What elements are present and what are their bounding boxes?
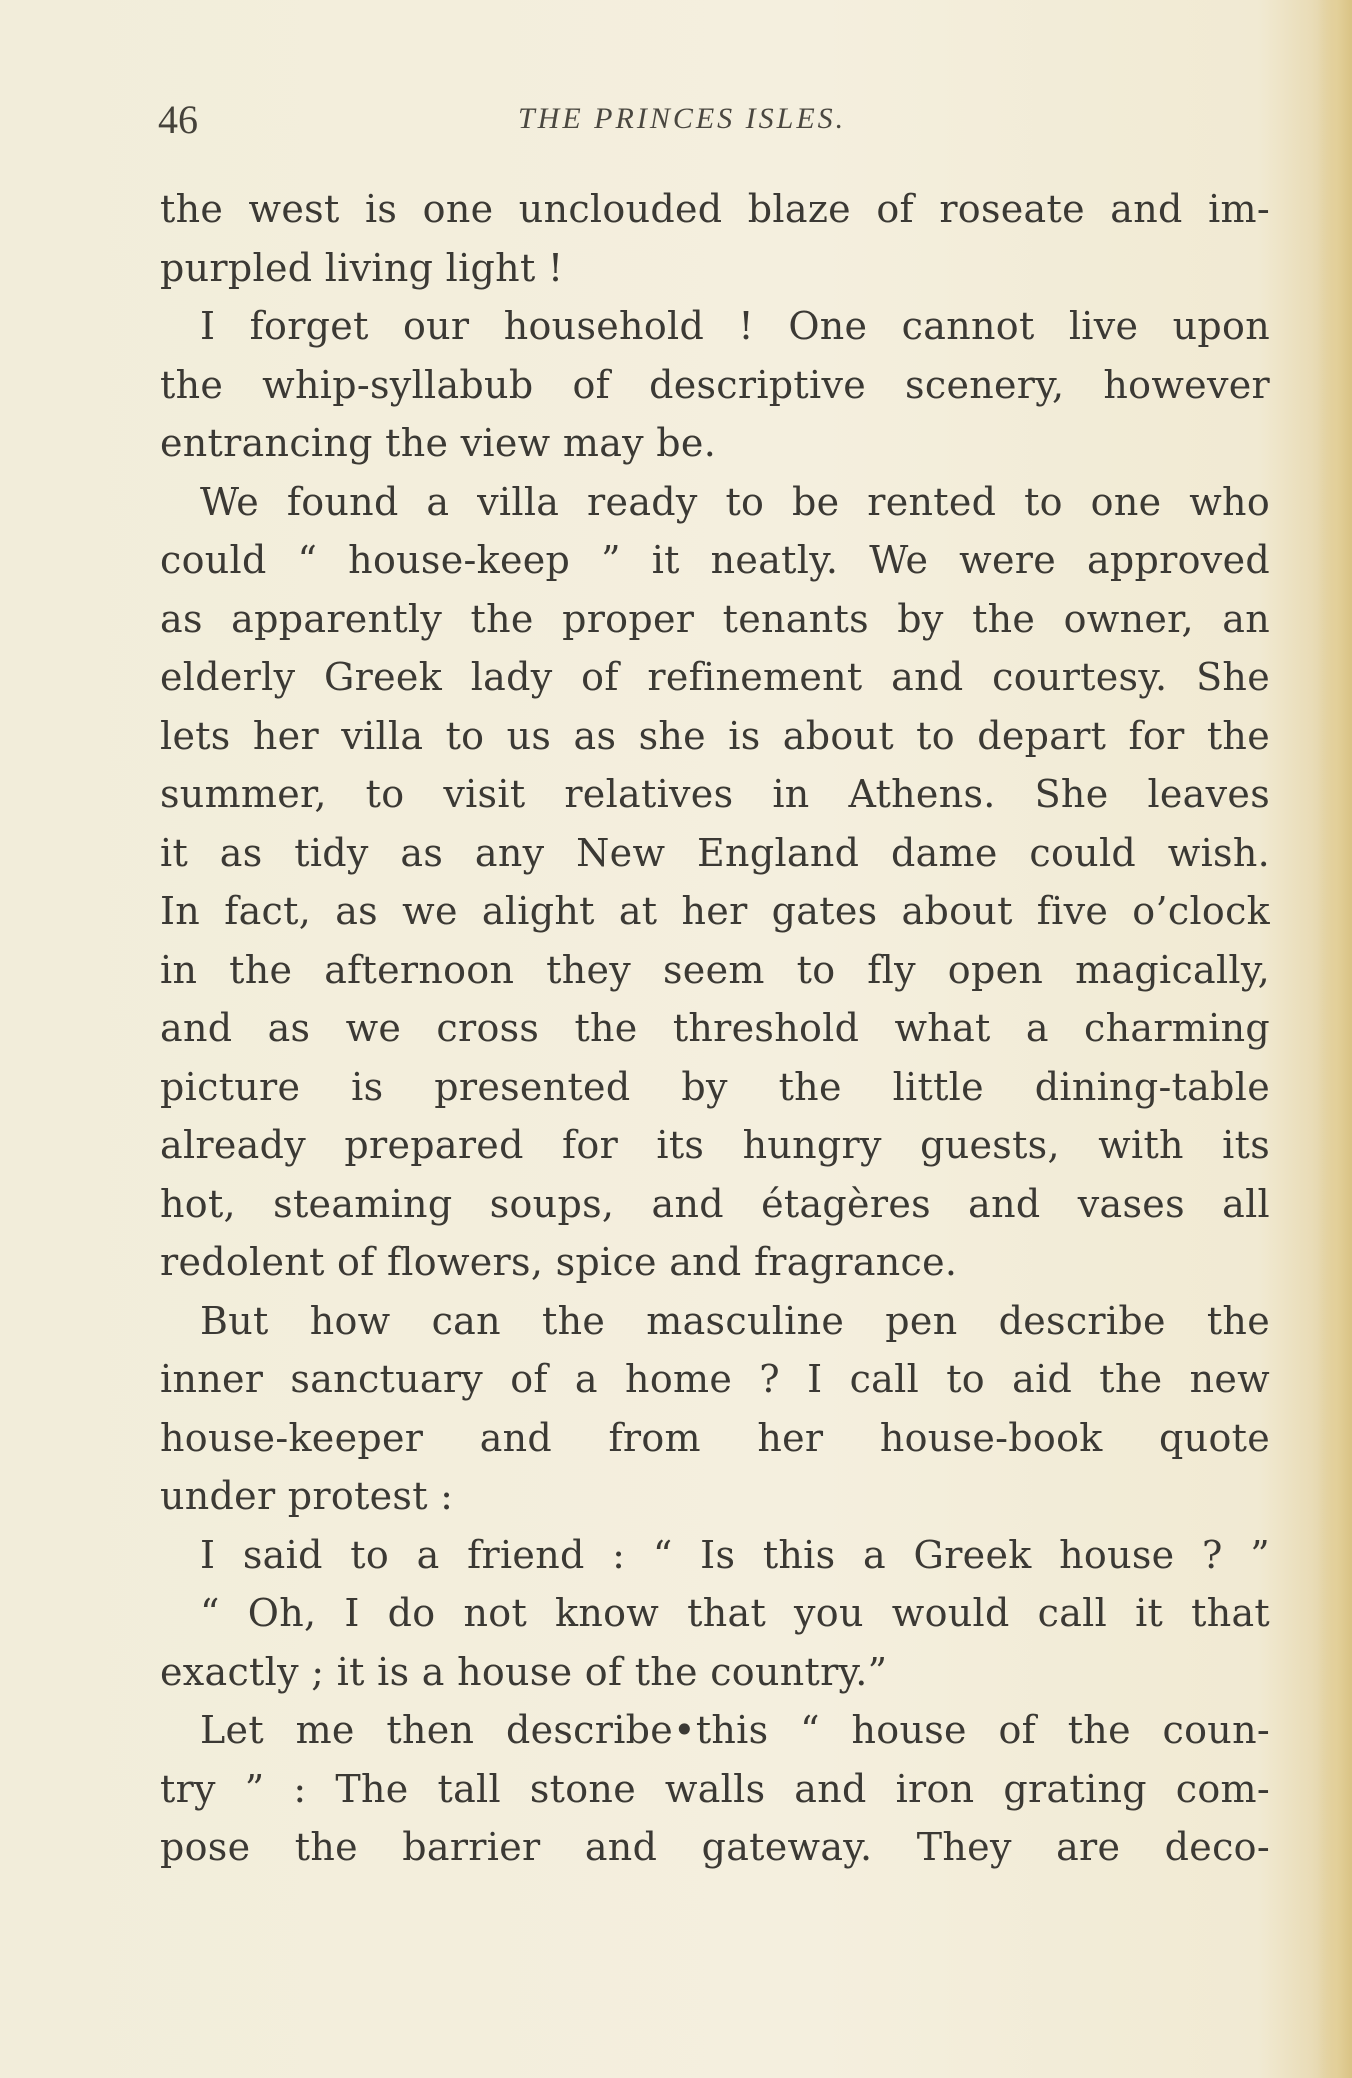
text-line: purpled living light ! <box>160 245 564 290</box>
body-text <box>160 180 1270 1877</box>
text-line: I said to a friend : “ Is this a Greek house ? ” <box>200 1532 1270 1577</box>
text-line: try ” : The tall stone walls and iron grating com- <box>160 1766 1270 1811</box>
text-line: elderly Greek lady of refinement and courtesy. She <box>160 655 1270 699</box>
text-line: in the afternoon they seem to fly open magically, <box>160 947 1270 992</box>
text-line: redolent of flowers, spice and fragrance. <box>160 1240 958 1284</box>
text-line: Let me then describe•this “ house of the coun- <box>200 1708 1270 1752</box>
text-line: summer, to visit relatives in Athens. She leaves <box>160 772 1270 816</box>
text-line: entrancing the view may be. <box>160 421 717 465</box>
page-number: 46 <box>158 97 198 142</box>
text-line: already prepared for its hungry guests, with its <box>160 1123 1270 1167</box>
text-line: inner sanctuary of a home ? I call to aid the new <box>160 1357 1270 1401</box>
text-line: pose the barrier and gateway. They are deco- <box>160 1825 1270 1869</box>
text-line: the whip-syllabub of descriptive scenery, however <box>160 362 1270 407</box>
text-line: picture is presented by the little dining-table <box>160 1064 1270 1109</box>
text-line: and as we cross the threshold what a charming <box>160 1006 1270 1050</box>
text-line: house-keeper and from her house-book quote <box>160 1415 1270 1460</box>
text-line: the west is one unclouded blaze of roseate and im- <box>160 187 1270 231</box>
text-line: exactly ; it is a house of the country.” <box>160 1649 888 1694</box>
text-line: hot, steaming soups, and étagères and vases all <box>160 1181 1270 1226</box>
text-line: under protest : <box>160 1474 454 1518</box>
running-head: THE PRINCES ISLES. <box>518 102 847 135</box>
text-line: We found a villa ready to be rented to one who <box>200 479 1270 524</box>
page-edge-shadow <box>1318 0 1352 2078</box>
text-line: as apparently the proper tenants by the owner, an <box>160 596 1270 641</box>
text-line: it as tidy as any New England dame could wish. <box>160 830 1270 875</box>
page-header <box>158 96 1268 144</box>
text-line: In fact, as we alight at her gates about five o’clock <box>160 889 1270 933</box>
text-line: I forget our household ! One cannot live upon <box>200 304 1270 348</box>
text-line: But how can the masculine pen describe the <box>200 1298 1270 1343</box>
text-line: “ Oh, I do not know that you would call it that <box>200 1591 1270 1635</box>
text-line: lets her villa to us as she is about to depart for the <box>160 713 1270 758</box>
text-line: could “ house-keep ” it neatly. We were approved <box>160 538 1270 582</box>
